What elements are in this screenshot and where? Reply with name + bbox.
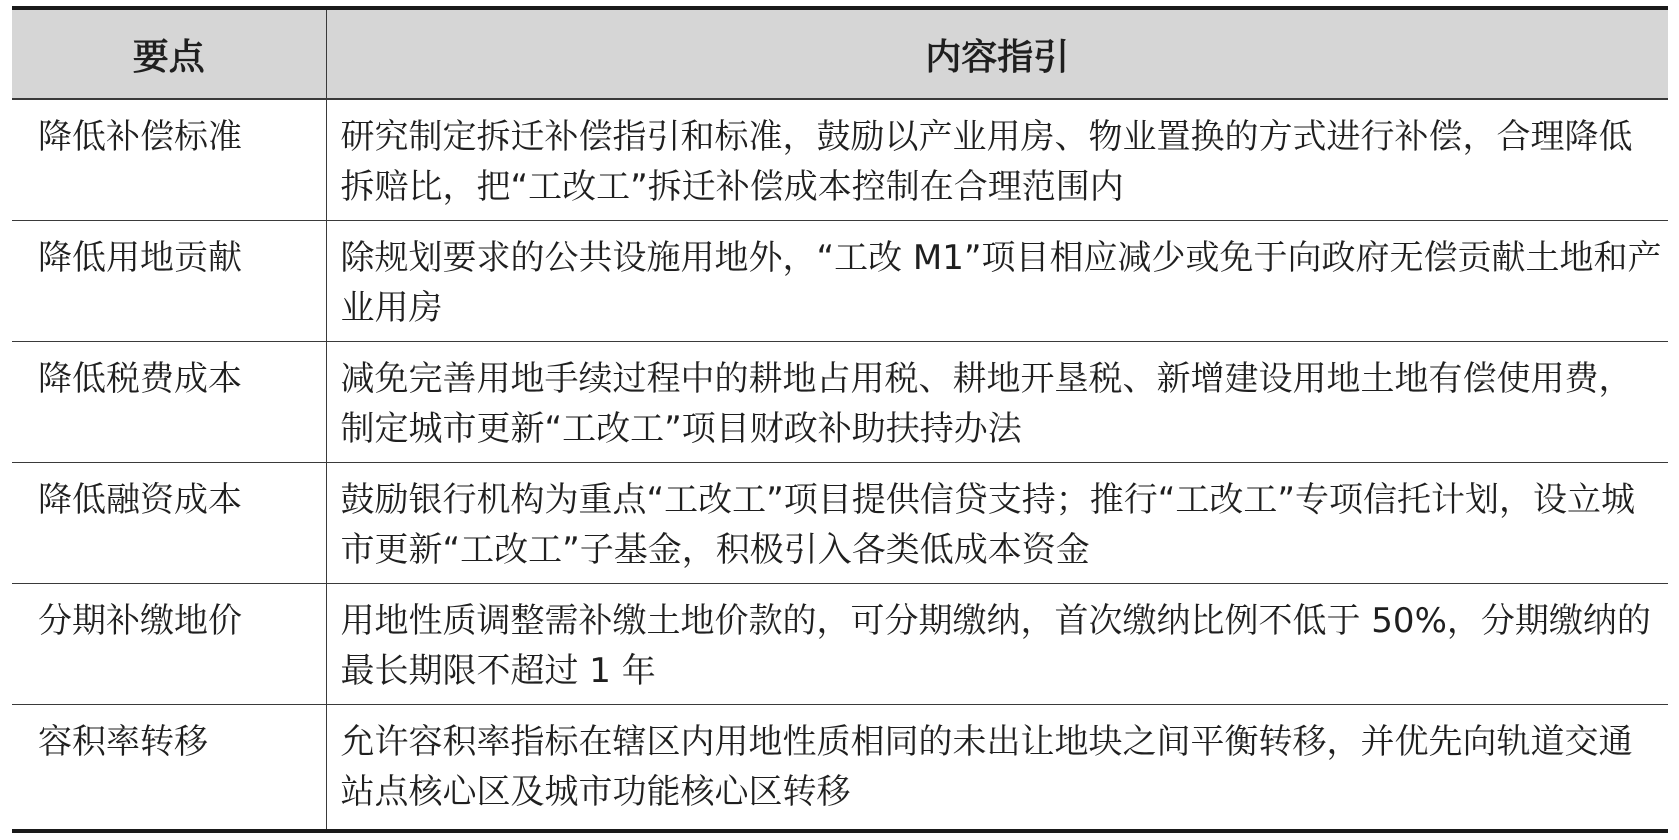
table-row xyxy=(12,221,1668,342)
table-row xyxy=(12,463,1668,584)
table-body xyxy=(12,99,1668,829)
row-point: 降低税费成本 xyxy=(12,342,326,463)
table-row xyxy=(12,99,1668,221)
row-point: 降低融资成本 xyxy=(12,463,326,584)
row-guide: 用地性质调整需补缴土地价款的，可分期缴纳，首次缴纳比例不低于 50%，分期缴纳的最长期限不超过 1 年 xyxy=(326,584,1668,705)
table-header xyxy=(12,10,1668,99)
table-row xyxy=(12,584,1668,705)
row-guide: 除规划要求的公共设施用地外，“工改 M1”项目相应减少或免于向政府无偿贡献土地和产业用房 xyxy=(326,221,1668,342)
policy-table-grid xyxy=(12,10,1668,829)
header-guide: 内容指引 xyxy=(326,10,1668,99)
row-guide: 减免完善用地手续过程中的耕地占用税、耕地开垦税、新增建设用地土地有偿使用费，制定城市更新“工改工”项目财政补助扶持办法 xyxy=(326,342,1668,463)
row-point: 降低用地贡献 xyxy=(12,221,326,342)
header-point: 要点 xyxy=(12,10,326,99)
row-guide: 鼓励银行机构为重点“工改工”项目提供信贷支持；推行“工改工”专项信托计划，设立城市更新“工改工”子基金，积极引入各类低成本资金 xyxy=(326,463,1668,584)
table-row xyxy=(12,342,1668,463)
header-row xyxy=(12,10,1668,99)
row-point: 降低补偿标准 xyxy=(12,99,326,221)
policy-table xyxy=(12,6,1668,833)
row-point: 分期补缴地价 xyxy=(12,584,326,705)
row-guide: 允许容积率指标在辖区内用地性质相同的未出让地块之间平衡转移，并优先向轨道交通站点核心区及城市功能核心区转移 xyxy=(340,722,1633,812)
row-point: 容积率转移 xyxy=(12,705,326,830)
table-row xyxy=(12,705,1668,830)
row-guide: 研究制定拆迁补偿指引和标准，鼓励以产业用房、物业置换的方式进行补偿，合理降低拆赔比，把“工改工”拆迁补偿成本控制在合理范围内 xyxy=(326,99,1668,221)
